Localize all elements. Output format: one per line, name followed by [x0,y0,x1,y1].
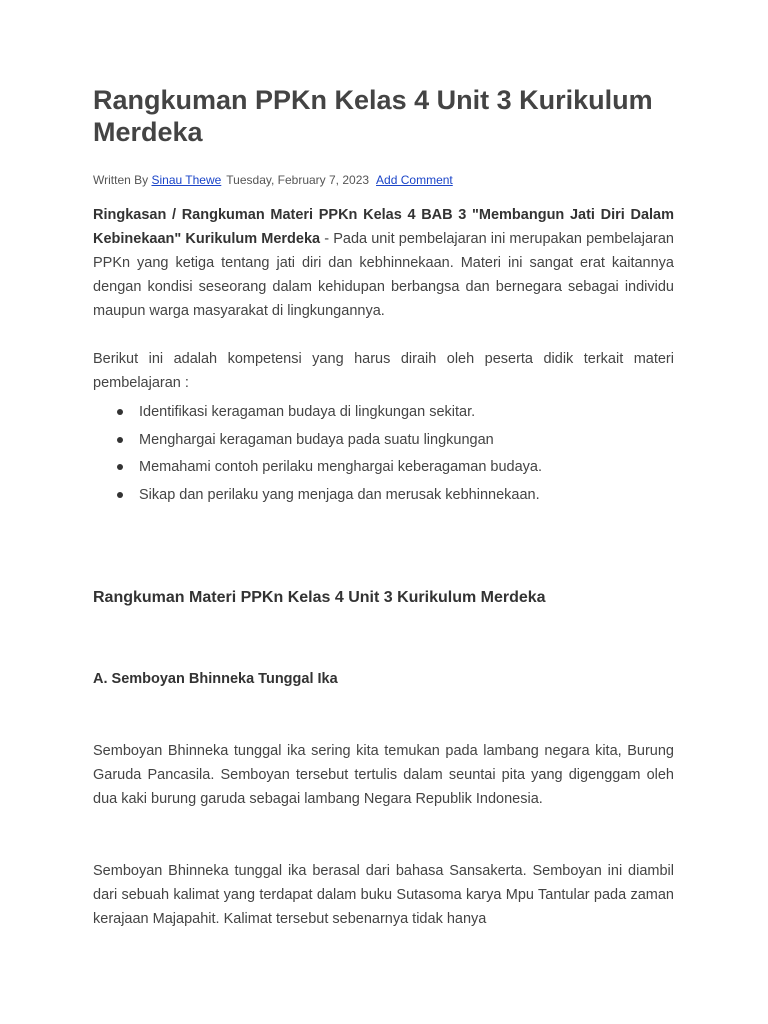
section-heading: Rangkuman Materi PPKn Kelas 4 Unit 3 Kurikulum Merdeka [93,589,546,606]
post-date: Tuesday, February 7, 2023 [226,173,370,187]
list-item-text: Menghargai keragaman budaya pada suatu lingkungan [139,431,494,448]
bullet-icon [117,464,123,470]
intro-bold-text: Ringkasan / Rangkuman Materi PPKn Kelas 4 BAB 3 "Membangun Jati Diri Dalam Kebinekaan" Kurikulum Merdeka [93,207,674,247]
bullet-icon [117,492,123,498]
body-paragraph: Semboyan Bhinneka tunggal ika sering kita temukan pada lambang negara kita, Burung Garuda Pancasila. Semboyan tersebut tertulis dalam seuntai pita yang digenggam oleh dua kaki burung garuda sebagai lambang Negara Republik Indonesia. [93,743,674,807]
bullet-icon [117,437,123,443]
bullet-icon [117,409,123,415]
post-meta [93,172,453,188]
author-link[interactable]: Sinau Thewe [151,173,222,187]
article-title: Rangkuman PPKn Kelas 4 Unit 3 Kurikulum Merdeka [93,85,653,147]
intro-paragraph [93,203,674,323]
kompetensi-intro: Berikut ini adalah kompetensi yang harus diraih oleh peserta didik terkait materi pembelajaran : [93,351,674,391]
list-item [93,427,674,455]
subsection-heading: A. Semboyan Bhinneka Tunggal Ika [93,671,338,687]
intro-text: - Pada unit pembelajaran ini merupakan pembelajaran PPKn yang ketiga tentang jati diri dan kebhinnekaan. Materi ini sangat erat kaitannya dengan kondisi seseorang dalam kehidupan berbangsa dan bernegara sebagai individu maupun warga masyarakat di lingkungannya. [93,231,674,319]
list-item [93,399,674,427]
add-comment-link[interactable]: Add Comment [376,173,453,187]
list-item [93,454,674,482]
list-item-text: Memahami contoh perilaku menghargai keberagaman budaya. [139,459,543,476]
written-by-label: Written By [93,173,149,187]
kompetensi-list [93,399,674,509]
list-item-text: Identifikasi keragaman budaya di lingkungan sekitar. [139,404,476,420]
list-item-text: Sikap dan perilaku yang menjaga dan merusak kebhinnekaan. [139,486,540,503]
body-paragraph: Semboyan Bhinneka tunggal ika berasal dari bahasa Sansakerta. Semboyan ini diambil dari sebuah kalimat yang terdapat dalam buku Sutasoma karya Mpu Tantular pada zaman kerajaan Majapahit. Kalimat tersebut sebenarnya tidak hanya [93,863,674,927]
list-item [93,482,674,510]
